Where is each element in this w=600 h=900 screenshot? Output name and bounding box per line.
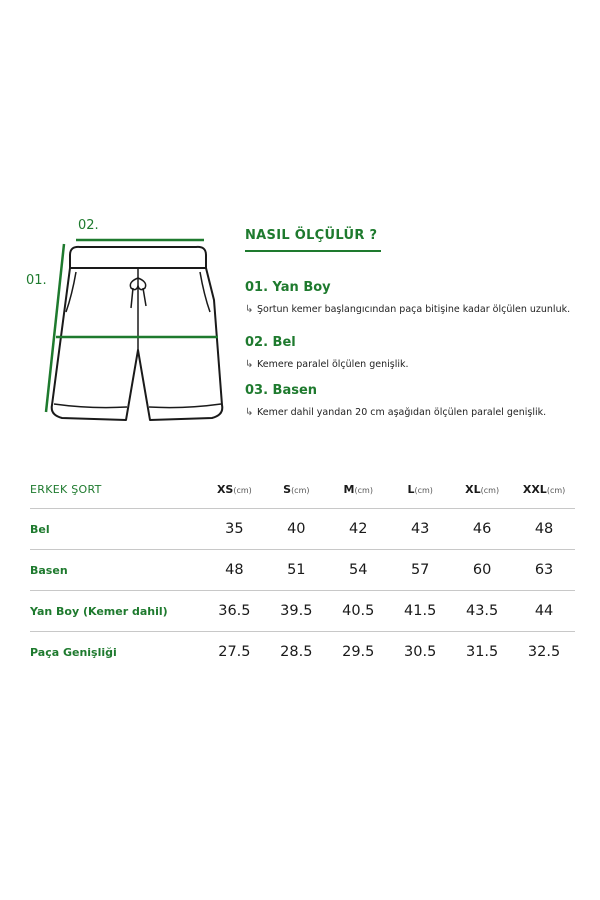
table-cell: 27.5: [218, 644, 251, 660]
step-description-text: Kemer dahil yandan 20 cm aşağıdan ölçülen paralel genişlik.: [257, 407, 547, 418]
table-cell: 30.5: [404, 644, 437, 660]
size-header-xl: XL(cm): [465, 482, 500, 496]
table-cell: 28.5: [280, 644, 313, 660]
guide-title-underline: [245, 250, 381, 252]
measurement-guide: [245, 228, 595, 418]
table-cell: 32.5: [527, 644, 561, 660]
step-heading: 02. Bel: [245, 335, 296, 350]
table-cell: 39.5: [280, 603, 313, 619]
arrow-icon: ↳: [245, 359, 254, 370]
table-cell: 43.5: [465, 603, 499, 619]
table-cell: 60: [472, 562, 492, 578]
table-cell: 40: [287, 521, 306, 537]
size-table: [30, 470, 575, 672]
table-cell: 31.5: [465, 644, 499, 660]
table-cell: 43: [410, 521, 430, 537]
table-cell: 57: [410, 562, 430, 578]
table-title: ERKEK ŞORT: [30, 482, 102, 496]
row-label: Bel: [30, 522, 50, 536]
table-cell: 44: [534, 603, 554, 619]
row-label: Basen: [30, 563, 68, 577]
step-heading: 01. Yan Boy: [245, 280, 331, 295]
table-cell: 48: [225, 562, 244, 578]
table-cell: 46: [472, 521, 492, 537]
guide-title: NASIL ÖLÇÜLÜR ?: [245, 228, 378, 243]
step-yan-boy: [245, 280, 570, 315]
size-header-s: S(cm): [283, 482, 310, 496]
arrow-icon: ↳: [245, 304, 254, 315]
table-cell: 51: [287, 562, 306, 578]
size-header-l: L(cm): [407, 482, 433, 496]
table-cell: 41.5: [404, 603, 437, 619]
table-row-bel: [30, 509, 575, 550]
table-cell: 48: [534, 521, 554, 537]
table-row-yan-boy: [30, 591, 575, 632]
table-cell: 42: [349, 521, 368, 537]
table-row-basen: [30, 550, 575, 591]
step-description-text: Kemere paralel ölçülen genişlik.: [257, 359, 409, 370]
table-cell: 40.5: [342, 603, 375, 619]
row-label: Paça Genişliği: [30, 645, 117, 659]
diagram-label-01: 01.: [26, 273, 47, 288]
step-basen: [245, 383, 546, 418]
table-row-paca-genisligi: [30, 632, 575, 672]
table-header-row: [30, 470, 575, 509]
step-heading: 03. Basen: [245, 383, 318, 398]
size-header-xxl: XXL(cm): [522, 482, 566, 496]
diagram-label-02: 02.: [78, 218, 99, 233]
step-description: [245, 304, 570, 315]
arrow-icon: ↳: [245, 407, 254, 418]
shorts-outline-icon: [0, 200, 240, 440]
table-cell: 63: [534, 562, 554, 578]
table-cell: 35: [225, 521, 244, 537]
size-header-xs: XS(cm): [216, 482, 252, 496]
table-cell: 36.5: [218, 603, 251, 619]
table-cell: 29.5: [342, 644, 375, 660]
step-description: [245, 407, 546, 418]
step-description: [245, 359, 409, 370]
step-bel: [245, 335, 409, 370]
table-cell: 54: [349, 562, 368, 578]
size-header-m: M(cm): [343, 482, 373, 496]
row-label: Yan Boy (Kemer dahil): [30, 604, 168, 618]
shorts-diagram: [0, 200, 240, 440]
step-description-text: Şortun kemer başlangıcından paça bitişine kadar ölçülen uzunluk.: [257, 304, 571, 315]
